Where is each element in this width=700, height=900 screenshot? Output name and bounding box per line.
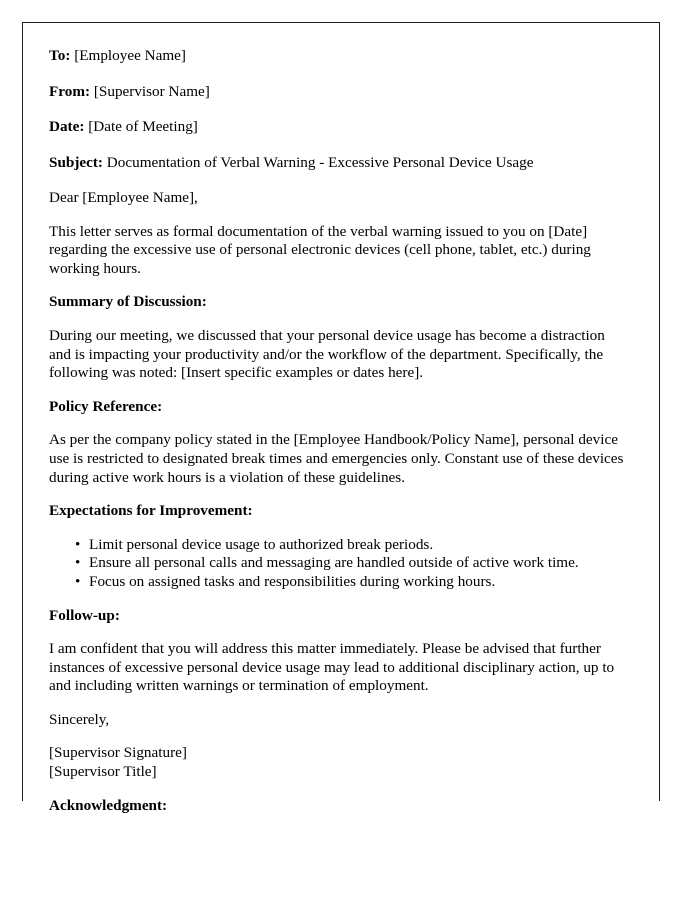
salutation: Dear [Employee Name], — [49, 189, 198, 206]
list-item: • Ensure all personal calls and messaging are handled outside of active work time. — [89, 554, 627, 573]
field-subject — [49, 154, 627, 173]
summary-heading: Summary of Discussion: — [49, 293, 207, 311]
field-subject-label: Subject: — [49, 153, 103, 171]
field-from — [49, 83, 627, 102]
closing-sincerely: Sincerely, — [49, 710, 110, 728]
field-date-value: [Date of Meeting] — [88, 118, 198, 135]
list-item: • Focus on assigned tasks and responsibilities during working hours. — [89, 573, 627, 592]
followup-heading: Follow-up: — [49, 606, 120, 624]
field-to-label: To: — [49, 47, 71, 64]
expectations-list — [49, 536, 627, 592]
document-page — [22, 22, 660, 814]
field-to-value: [Employee Name] — [74, 47, 186, 64]
field-from-value: [Supervisor Name] — [93, 82, 210, 100]
document-body — [49, 47, 627, 815]
signature-block — [49, 744, 627, 781]
supervisor-signature-line: [Supervisor Signature] — [49, 744, 187, 762]
policy-heading: Policy Reference: — [49, 397, 163, 415]
expectations-heading: Expectations for Improvement: — [49, 502, 253, 520]
followup-body: I am confident that you will address this matter immediately. Please be advised that further instances of excessive personal device usage may lead to additional disciplinary action, up to and including written warnings or termination of employment. — [49, 640, 615, 695]
field-from-label: From: — [49, 82, 91, 100]
field-date — [49, 118, 627, 137]
field-to — [49, 47, 627, 66]
intro-paragraph: This letter serves as formal documentation of the verbal warning issued to you on [Date] regarding the excessive use of personal electronic devices (cell phone, tablet, etc.) during working hours. — [49, 222, 591, 277]
list-item: • Limit personal device usage to authorized break periods. — [89, 536, 627, 555]
field-date-label: Date: — [49, 118, 85, 135]
summary-body: During our meeting, we discussed that your personal device usage has become a distraction and is impacting your productivity and/or the workflow of the department. Specifically, the following was noted: [Insert specific examples or dates here]. — [49, 326, 605, 382]
acknowledgment-heading: Acknowledgment: — [49, 796, 168, 814]
policy-body: As per the company policy stated in the [Employee Handbook/Policy Name], personal device use is restricted to designated break times and emergencies only. Constant use of these devices during active work hours is a violation of these guidelines. — [49, 431, 624, 486]
supervisor-title-line: [Supervisor Title] — [49, 763, 157, 781]
field-subject-value: Documentation of Verbal Warning - Excessive Personal Device Usage — [106, 153, 534, 171]
